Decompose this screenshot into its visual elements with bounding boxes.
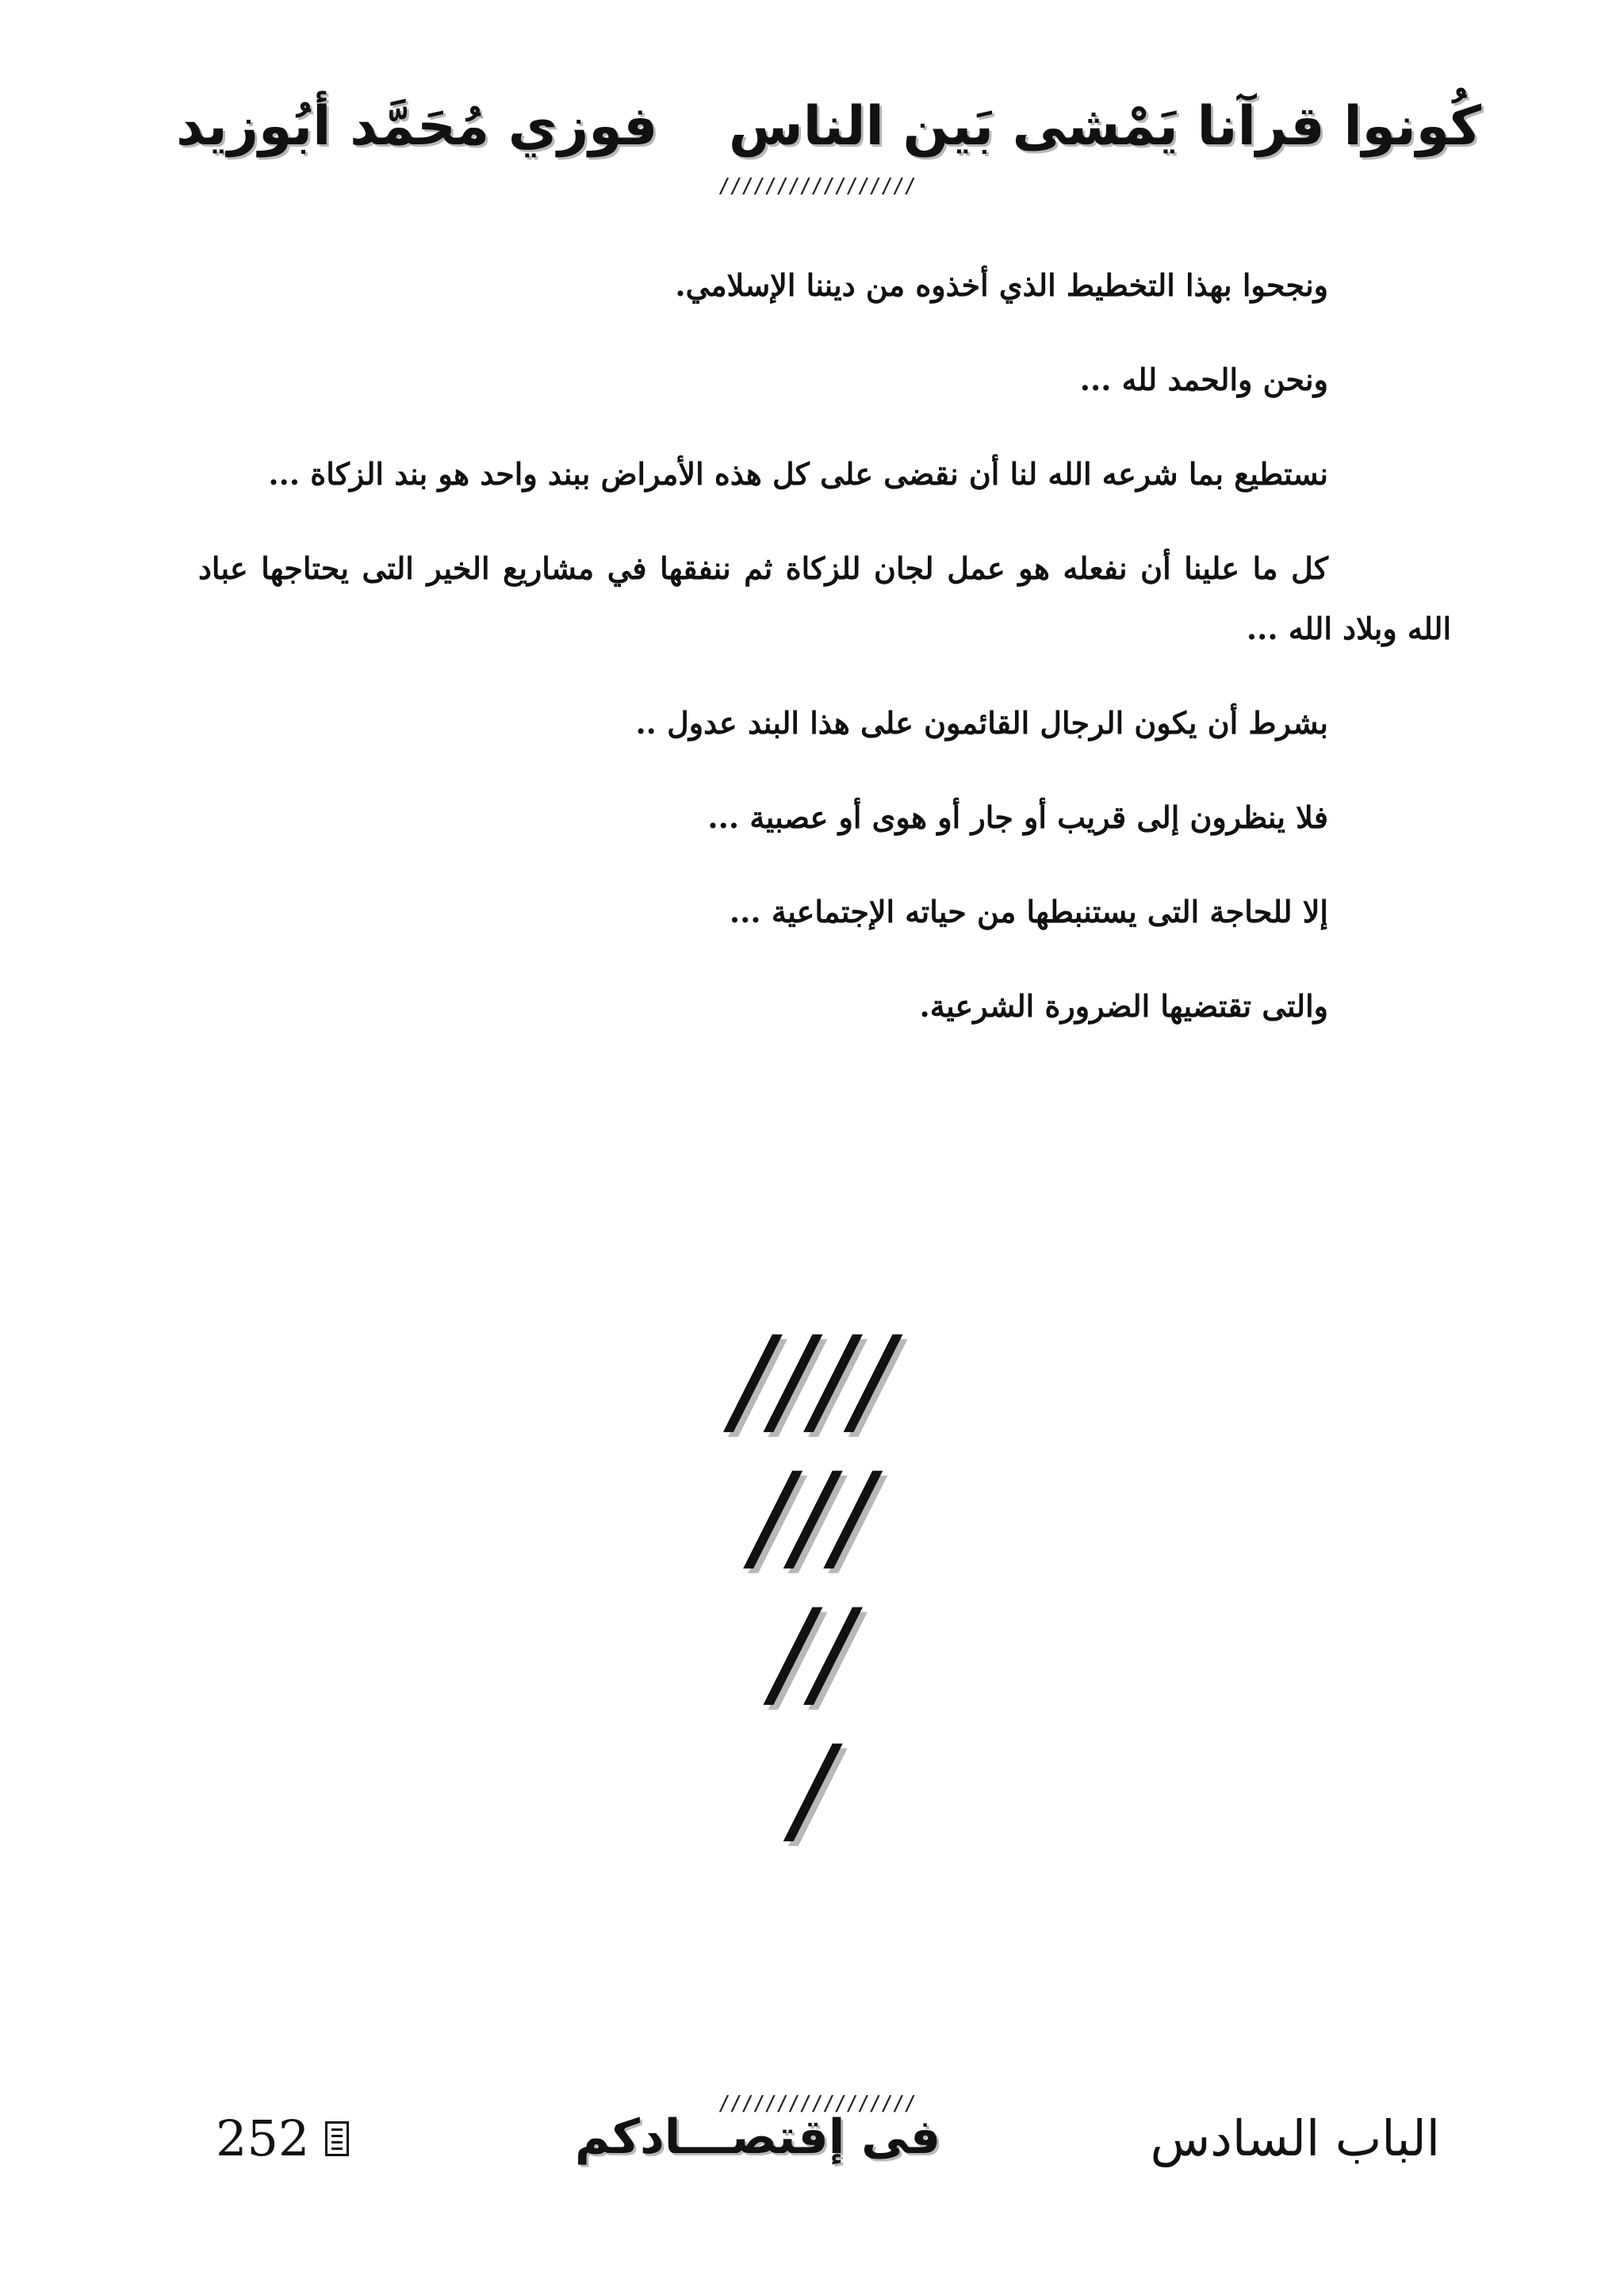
footer-rule: /////////////////	[718, 2092, 916, 2116]
paragraph: إلا للحاجة التى يستنبطها من حياته الإجتماعية ...	[729, 894, 1328, 929]
section-label: فى إقتصـــادكم	[575, 2109, 941, 2165]
section-separator	[669, 1312, 955, 1858]
paragraph: والتى تقتضيها الضرورة الشرعية.	[919, 988, 1328, 1024]
paragraph: ونجحوا بهذا التخطيط الذي أخذوه من ديننا الإسلامي.	[675, 267, 1328, 303]
author-name: فوزي مُحَمَّد أبُوزيد	[176, 95, 658, 158]
paragraph: ونحن والحمد لله ...	[1079, 362, 1328, 397]
page-icon	[325, 2121, 349, 2156]
paragraph: كل ما علينا أن نفعله هو عمل لجان للزكاة ثم ننفقها في مشاريع الخير التى يحتاجها عباد الله وبلاد الله ...	[198, 550, 1451, 646]
paragraph: فلا ينظرون إلى قريب أو جار أو هوى أو عصبية ...	[707, 799, 1328, 835]
header-rule: /////////////////	[718, 174, 916, 198]
paragraph: بشرط أن يكون الرجال القائمون على هذا البند عدول ..	[635, 705, 1328, 741]
separator-line: ///	[752, 1448, 872, 1586]
page-number-block	[216, 2109, 349, 2167]
separator-line: /	[791, 1721, 833, 1859]
book-title: كُونوا قرآنا يَمْشى بَين الناس	[728, 95, 1481, 158]
separator-line: //	[772, 1584, 852, 1722]
body-text	[198, 255, 1451, 1071]
separator-line: ////	[731, 1312, 893, 1450]
paragraph: نستطيع بما شرعه الله لنا أن نقضى على كل هذه الأمراض ببند واحد هو بند الزكاة ...	[268, 456, 1328, 492]
chapter-label: الباب السادس	[1150, 2109, 1440, 2167]
page-number: 252	[216, 2109, 310, 2167]
